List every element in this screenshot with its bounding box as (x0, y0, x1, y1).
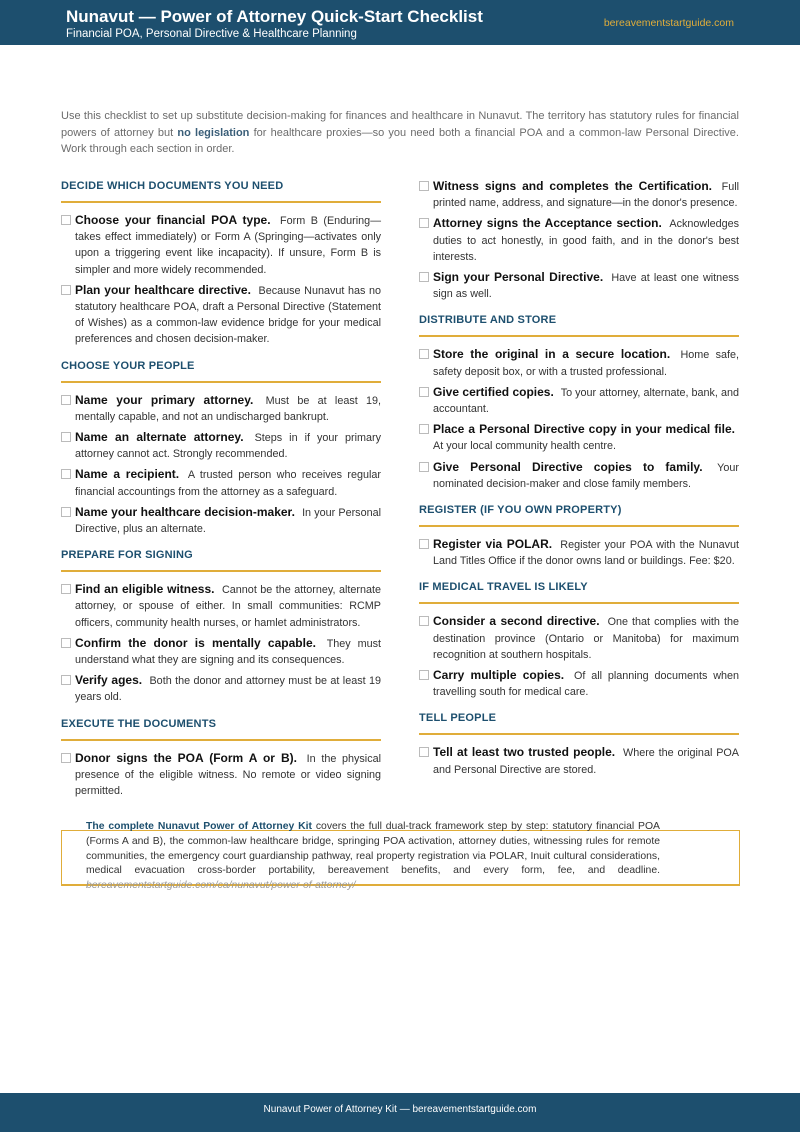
item-text: Acknowledges duties to act honestly, in good faith, and in the donor's best interests. (433, 218, 740, 263)
intro-text-1: Use this checklist to set up substitute decision-making for finances and healthcare in Nunavut. The territory has statutory rules for financial powers of attorney but (61, 110, 739, 139)
section-heading: CHOOSE YOUR PEOPLE (61, 358, 381, 383)
section-heading: IF MEDICAL TRAVEL IS LIKELY (419, 579, 739, 604)
checkbox[interactable] (61, 395, 71, 405)
checkbox[interactable] (419, 387, 429, 397)
header-site-link[interactable]: bereavementstartguide.com (603, 17, 734, 29)
kit-callout (61, 821, 740, 892)
item-text: Full printed name, address, and signature—in the donor's presence. (433, 181, 739, 210)
item-text: They must understand what they are signing and its consequences. (75, 637, 382, 667)
item-text: Your nominated decision-maker and close family members. (433, 461, 739, 490)
checkbox[interactable] (419, 349, 429, 359)
item-text: Must be at least 19, mentally capable, and not an undischarged bankrupt. (75, 394, 382, 423)
item-text: Steps in if your primary attorney cannot act. Strongly recommended. (75, 432, 382, 461)
item-title: Name your primary attorney. (75, 392, 254, 407)
item-title: Witness signs and completes the Certification. (433, 179, 712, 193)
checkbox[interactable] (419, 539, 429, 549)
checklist-item (61, 504, 381, 537)
checkbox[interactable] (61, 584, 71, 594)
checklist-item (61, 635, 381, 668)
intro-text-2: for healthcare proxies—so you need both a financial POA and a common-law Personal Directive. Work through each section in order. (61, 126, 739, 155)
checklist-item (419, 178, 739, 211)
checklist-item (61, 466, 381, 499)
checkbox[interactable] (61, 638, 71, 648)
item-title: Name an alternate attorney. (75, 430, 244, 445)
checkbox[interactable] (61, 753, 71, 763)
checklist-item (61, 581, 381, 631)
checkbox[interactable] (419, 747, 429, 757)
checklist-item (61, 672, 381, 705)
checklist-item (419, 613, 739, 663)
checklist-item (419, 384, 739, 417)
checklist-section (61, 716, 381, 800)
checklist-section (61, 547, 381, 705)
item-text: Cannot be the attorney, alternate attorney, or spouse of either. In small communities: RCMP officers, community health nurses, or hamlet administrators. (75, 584, 382, 629)
item-title: Name your healthcare decision-maker. (75, 504, 295, 519)
intro-paragraph (61, 108, 739, 158)
callout-link[interactable]: bereavementstartguide.com/ca/nunavut/power-of-attorney/ (86, 880, 356, 892)
checklist-item (61, 212, 381, 278)
checkbox[interactable] (61, 285, 71, 295)
page-header (0, 0, 800, 45)
item-title: Confirm the donor is mentally capable. (75, 635, 316, 650)
section-heading: DISTRIBUTE AND STORE (419, 312, 739, 337)
item-title: Attorney signs the Acceptance section. (433, 216, 662, 231)
checkbox[interactable] (61, 469, 71, 479)
checklist-item (419, 269, 739, 302)
item-text: One that complies with the destination province (Ontario or Manitoba) for maximum recognition at southern hospitals. (433, 616, 739, 661)
item-text: A trusted person who receives regular financial accountings from the attorney as a safeguard. (75, 469, 382, 498)
item-title: Tell at least two trusted people. (433, 745, 616, 760)
item-text: Register your POA with the Nunavut Land Titles Office if the donor owns land or buildings. Fee: $20. (433, 539, 740, 568)
checklist-item (419, 536, 739, 569)
checklist-item (419, 421, 739, 454)
checkbox[interactable] (419, 670, 429, 680)
item-text: Because Nunavut has no statutory healthcare POA, draft a Personal Directive (Statement of Wishes) as a common-law evidence bridge for your medical preferences and chosen decision-maker. (75, 284, 381, 346)
section-heading: REGISTER (IF YOU OWN PROPERTY) (419, 502, 739, 527)
checklist-section (419, 579, 739, 700)
checkbox[interactable] (61, 507, 71, 517)
callout-text (86, 820, 660, 894)
checkbox[interactable] (419, 218, 429, 228)
item-title: Plan your healthcare directive. (75, 282, 251, 297)
checklist-item (61, 429, 381, 462)
checkbox[interactable] (419, 272, 429, 282)
item-text: At your local community health centre. (433, 440, 617, 453)
item-title: Find an eligible witness. (75, 582, 215, 597)
item-text: Home safe, safety deposit box, or with a trusted professional. (433, 349, 740, 378)
checklist-item (61, 750, 381, 800)
item-text: To your attorney, alternate, bank, and accountant. (433, 386, 739, 416)
checklist-section (61, 358, 381, 538)
checklist-section (419, 312, 739, 492)
item-text: Have at least one witness sign as well. (433, 272, 739, 301)
left-column (61, 178, 381, 809)
item-title: Give Personal Directive copies to family. (433, 459, 703, 474)
intro-bold: no legislation (177, 126, 250, 139)
checklist-item (419, 459, 739, 492)
page-subtitle: Financial POA, Personal Directive & Healthcare Planning (66, 28, 357, 40)
checklist-section (419, 502, 739, 569)
checkbox[interactable] (61, 432, 71, 442)
checkbox[interactable] (419, 181, 429, 191)
checklist-item (419, 667, 739, 700)
item-title: Carry multiple copies. (433, 668, 565, 683)
checklist-item (61, 392, 381, 425)
item-title: Donor signs the POA (Form A or B). (75, 750, 297, 765)
item-text: In the physical presence of the eligible witness. No remote or video signing permitted. (75, 752, 382, 798)
section-heading: EXECUTE THE DOCUMENTS (61, 716, 381, 741)
checkbox[interactable] (419, 616, 429, 626)
item-title: Register via POLAR. (433, 537, 553, 552)
item-title: Name a recipient. (75, 467, 180, 482)
checklist-section (61, 178, 381, 348)
section-heading: TELL PEOPLE (419, 710, 739, 735)
checkbox[interactable] (61, 215, 71, 225)
callout-bold: The complete Nunavut Power of Attorney Kit (86, 821, 312, 832)
page-title: Nunavut — Power of Attorney Quick-Start Checklist (66, 7, 483, 26)
item-title: Store the original in a secure location. (433, 347, 671, 362)
checklist-section (419, 178, 739, 302)
callout-body: covers the full dual-track framework step by step: statutory financial POA (Forms A and B), the common-law healthcare bridge, springing POA activation, attorney duties, witnessing rules for remote communities, the emergency court guardianship pathway, real property registration via POLAR, Inuit cultural considerations, medical evacuation cross-border portability, bereavement benefits, and every form, fee, and deadline. (86, 821, 660, 877)
checklist-section (419, 710, 739, 777)
item-title: Choose your financial POA type. (75, 213, 271, 227)
item-title: Consider a second directive. (433, 614, 600, 629)
page-footer: Nunavut Power of Attorney Kit — bereavementstartguide.com (0, 1093, 800, 1132)
checkbox[interactable] (419, 462, 429, 472)
checklist-item (419, 215, 739, 265)
checkbox[interactable] (61, 675, 71, 685)
item-title: Give certified copies. (433, 384, 554, 399)
item-text: In your Personal Directive, plus an alternate. (75, 506, 381, 536)
item-title: Verify ages. (75, 673, 143, 688)
section-heading: PREPARE FOR SIGNING (61, 547, 381, 572)
item-title: Sign your Personal Directive. (433, 270, 604, 285)
checklist-item (61, 282, 381, 348)
item-text: Where the original POA and Personal Directive are stored. (433, 747, 740, 776)
item-text: Of all planning documents when travelling south for medical care. (433, 670, 740, 699)
checklist-item (419, 744, 739, 777)
checkbox[interactable] (419, 424, 429, 434)
item-text: Form B (Enduring—takes effect immediately) or Form A (Springing—activates only upon a triggering event like incapacity). If unsure, Form B is simpler and more widely recommended. (75, 215, 381, 276)
item-text: Both the donor and attorney must be at least 19 years old. (75, 675, 381, 704)
section-heading: DECIDE WHICH DOCUMENTS YOU NEED (61, 178, 381, 203)
item-title: Place a Personal Directive copy in your medical file. (433, 422, 735, 437)
right-column (419, 178, 739, 788)
checklist-item (419, 346, 739, 379)
